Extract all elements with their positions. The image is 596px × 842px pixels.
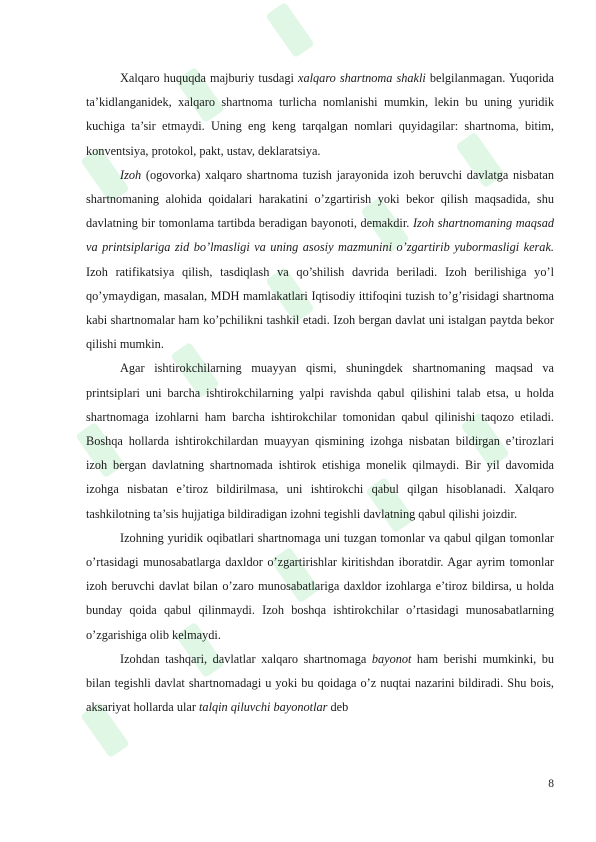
italic-text: xalqaro shartnoma shakli: [298, 71, 426, 85]
italic-text: Izoh shartnomaning maqsad va printsiplariga zid bo’lmasligi va uning asosiy mazmunini o’zgartirib yubormasligi kerak.: [86, 216, 555, 255]
text-run: Izohning yuridik oqibatlari shartnomaga uni tuzgan tomonlar va qabul qilgan tomonlar o’rtasidagi munosabatlarga daxldor o’zgartirishlar kiritishdan iboratdir. Agar ayrim tomonlar izoh beruvchi davlat bilan o’zaro munosabatlariga daxldor izohlarga e’tiroz bildirsa, u holda bunday qoida qabul qilinmaydi. Izoh boshqa ishtirokchilar o’rtasidagi munosabatlarning o’zgarishiga olib kelmaydi.: [86, 530, 554, 642]
text-run: Xalqaro huquqda majburiy tusdagi: [120, 71, 298, 85]
paragraph: [86, 356, 554, 525]
italic-text: talqin qiluvchi bayonotlar: [199, 700, 328, 715]
paragraph: [86, 526, 554, 647]
text-run: belgilanmagan. Yuqorida ta’kidlanganidek, xalqaro shartnoma turlicha nomlanishi mumkin, lekin bu uning yuridik kuchiga ta’sir etmaydi. Uning eng keng tarqalgan nomlari quyidagilar: shartnoma, bitim, konventsiya, protokol, pakt, ustav, deklaratsiya.: [86, 71, 554, 158]
text-run: Izoh ratifikatsiya qilish, tasdiqlash va qo’shilish davrida beriladi. Izoh berilishiga yo’l qo’ymaydigan, masalan, MDH mamlakatlari Iqtisodiy ittifoqini tuzish to’g’risidagi shartnoma kabi shartnomalar ham ko’pchilikni tashkil etadi. Izoh bergan davlat uni istalgan paytda bekor qilishi mumkin.: [86, 264, 554, 352]
watermark-mark: [265, 2, 314, 58]
paragraph: [86, 163, 554, 357]
text-run: (ogovorka) xalqaro shartnoma tuzish jarayonida izoh beruvchi davlatga nisbatan shartnomaning alohida qoidalari harakatini o’zgartirish yoki bekor qilish maqsadida, shu davlatning bir tomonlama tartibda beradigan bayonoti, demakdir.: [86, 167, 554, 231]
italic-text: bayonot: [371, 651, 412, 666]
text-run: Izohdan tashqari, davlatlar xalqaro shartnomaga: [120, 651, 372, 666]
text-run: Agar ishtirokchilarning muayyan qismi, shuningdek shartnomaning maqsad va printsiplari uni barcha ishtirokchilarning yalpi ravishda qabul qilishini talab etsa, u holda shartnomaga izohlarni ham barcha ishtirokchilar tomonidan qabul qilinishi taqozo etiladi. Boshqa hollarda ishtirokchilardan muayyan qismining izohga nisbatan bildirgan e’tirozlari izoh bergan davlatning shartnomada ishtirok etishiga monelik qilmaydi. Bir yil davomida izohga nisbatan e’tiroz bildirilmasa, uni ishtirokchi qabul qilgan hisoblanadi. Xalqaro tashkilotning ta’sis hujjatiga bildiradigan izohni tegishli davlatning qabul qilishi joizdir.: [86, 361, 554, 521]
paragraph: [86, 647, 554, 720]
italic-text: Izoh: [120, 167, 142, 182]
text-run: deb: [327, 700, 349, 715]
text-run: ham berishi mumkinki, bu bilan tegishli davlat shartnomadagi u yoki bu qoidaga o’z nuqtai nazarini bildiradi. Shu bois, aksariyat hollarda ular: [86, 651, 554, 715]
body-text: [86, 66, 554, 719]
paragraph: [86, 66, 554, 163]
page-number: 8: [548, 778, 554, 790]
